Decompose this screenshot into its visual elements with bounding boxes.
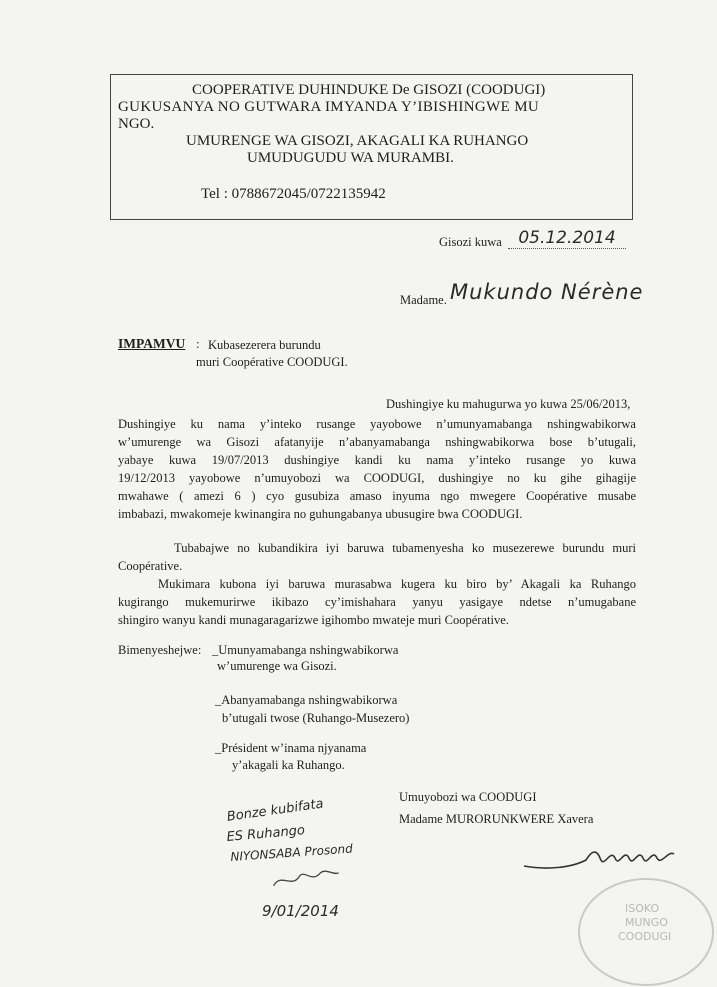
letterhead-phone: Tel : 0788672045/0722135942 <box>201 186 386 202</box>
subject-colon: : <box>196 336 200 351</box>
paragraph-3-line: Mukimara kubona iyi baruwa murasabwa kugera ku biro by’ Akagali ka Ruhango <box>158 577 636 591</box>
recipient-name: Mukundo Nérène <box>450 280 644 304</box>
paragraph-2-line: Tubabajwe no kubandikira iyi baruwa tubamenyesha ko musezerewe burundu muri <box>174 541 636 555</box>
date-value: 05.12.2014 <box>508 228 626 249</box>
paragraph-1-line: imbabazi, mwakomeje kwinangira no guhungabanya ubusugire bwa COODUGI. <box>118 507 523 521</box>
recipient-label: Madame. <box>400 293 447 307</box>
paragraph-1-line: yabaye kuwa 19/07/2013 dushingiye kandi ku nama y’inteko rusange yo kuwa <box>118 453 636 467</box>
cc-item-line: y’akagali ka Ruhango. <box>232 758 345 772</box>
paragraph-1-line: w’umurenge wa Gisozi afatanyije n’abanyamabanga nshingwabikorwa bose b’utugali, <box>118 435 636 449</box>
signatory-title: Umuyobozi wa COODUGI <box>399 790 537 804</box>
paragraph-1-line: mwahawe ( amezi 6 ) cyo gusubiza amaso inyuma ngo mwegere Coopérative musabe <box>118 489 636 503</box>
cc-item-line: w’umurenge wa Gisozi. <box>217 659 337 673</box>
paragraph-3-line: shingiro wanyu kandi munagaragarizwe igihombo mwateje muri Coopérative. <box>118 613 509 627</box>
paragraph-3-line: kugirango mukemurirwe ikibazo cy’imishahara yanyu yasigaye ndetse n’umugabane <box>118 595 636 609</box>
cc-item-line: _Président w’inama njyanama <box>215 741 367 755</box>
subject-label: IMPAMVU <box>118 336 186 351</box>
letterhead-line-3: NGO. <box>118 116 155 132</box>
cc-item-line: _Umunyamabanga nshingwabikorwa <box>212 643 399 657</box>
signature-mark <box>516 830 686 880</box>
handwritten-note-signature <box>270 863 343 898</box>
paragraph-1-line: Dushingiye ku mahugurwa yo kuwa 25/06/2013, <box>386 397 631 411</box>
letterhead-line-1: COOPERATIVE DUHINDUKE De GISOZI (COODUGI) <box>192 82 546 98</box>
paragraph-1-line: Dushingiye ku nama y’inteko rusange yayobowe n’umunyamabanga nshingwabikorwa <box>118 417 636 431</box>
handwritten-note-line: ES Ruhango <box>226 823 306 845</box>
stamp-text: ISOKO <box>625 902 660 915</box>
handwritten-note-line: NIYONSABA Prosond <box>230 841 354 864</box>
paragraph-1-line: 19/12/2013 yayobowe n’umuyobozi wa COODUGI, dushingiye no ku gihe gihagije <box>118 471 636 485</box>
date-label: Gisozi kuwa <box>439 235 502 249</box>
cc-item-line: _Abanyamabanga nshingwabikorwa <box>215 693 398 707</box>
cc-label: Bimenyeshejwe: <box>118 643 202 657</box>
letterhead-line-5: UMUDUGUDU WA MURAMBI. <box>247 150 454 166</box>
signatory-name: Madame MURORUNKWERE Xavera <box>399 812 594 826</box>
handwritten-note-line: Bonze kubifata <box>226 796 325 825</box>
stamp-text: MUNGO <box>625 916 668 929</box>
paragraph-2-line: Coopérative. <box>118 559 183 573</box>
cc-item-line: b’utugali twose (Ruhango-Musezero) <box>222 711 410 725</box>
letterhead-line-4: UMURENGE WA GISOZI, AKAGALI KA RUHANGO <box>186 133 529 149</box>
handwritten-note-date: 9/01/2014 <box>262 902 339 920</box>
subject-line-1: Kubasezerera burundu <box>208 338 321 352</box>
stamp-text: COODUGI <box>618 930 672 943</box>
letterhead-line-2: GUKUSANYA NO GUTWARA IMYANDA Y’IBISHINGWE MU <box>118 99 540 115</box>
subject-line-2: muri Coopérative COODUGI. <box>196 355 348 369</box>
